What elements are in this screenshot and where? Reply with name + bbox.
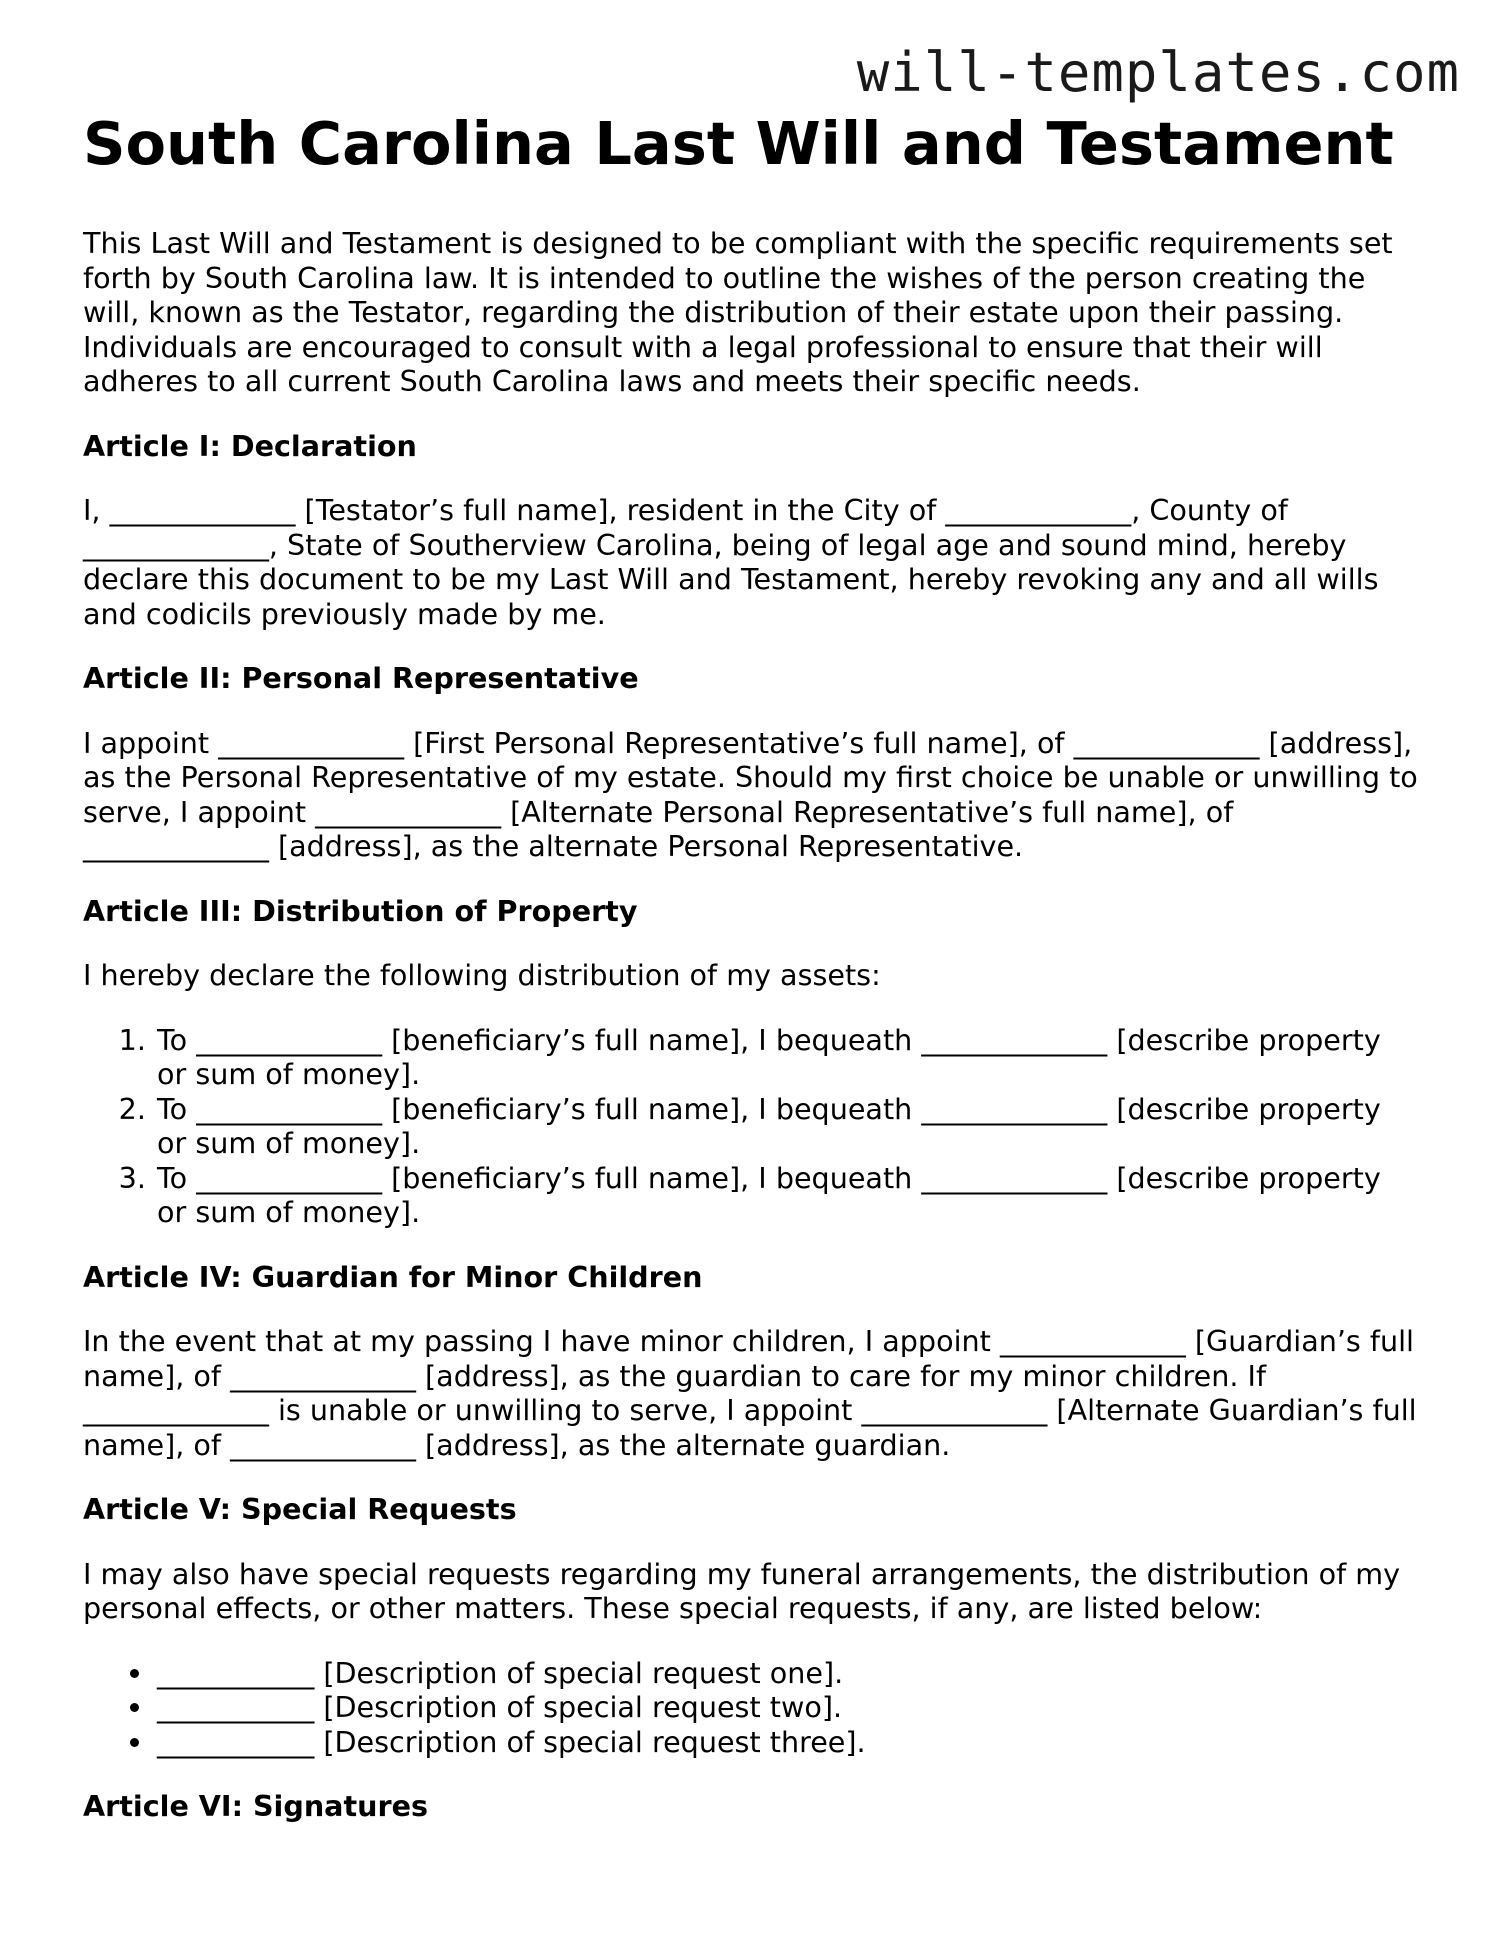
article-1-heading: Article I: Declaration <box>83 428 417 463</box>
article-4-heading: Article IV: Guardian for Minor Children <box>83 1259 703 1294</box>
special-request-item: • ___________ [Description of special request two]. <box>155 1690 1418 1725</box>
article-3-body: I hereby declare the following distribution of my assets: <box>83 958 881 992</box>
article-6-heading: Article VI: Signatures <box>83 1789 429 1823</box>
document-page <box>83 106 1418 1854</box>
article-2-body: I appoint _____________ [First Personal Representative’s full name], of _____________ [address], as the Personal Representative of my estate. Should my first choice be unable or unwilling to serve, I appoint _____________ [Alternate Personal Representative’s full name], of _____________ [address], as the alternate Personal Representative. <box>83 725 1418 863</box>
intro-paragraph: This Last Will and Testament is designed to be compliant with the specific requirements set forth by South Carolina law. It is intended to outline the wishes of the person creating the will, known as the Testator, regarding the distribution of their estate upon their passing. Individuals are encouraged to consult with a legal professional to ensure that their will adheres to all current South Carolina laws and meets their specific needs. <box>83 226 1393 398</box>
article-5-heading: Article V: Special Requests <box>83 1492 517 1526</box>
distribution-item: 3. To _____________ [beneficiary’s full name], I bequeath _____________ [describe property or sum of money]. <box>155 1161 1418 1230</box>
article-1-body: I, _____________ [Testator’s full name], resident in the City of _____________, County of _____________, State of Southerview Carolina, being of legal age and sound mind, hereby declare this document to be my Last Will and Testament, hereby revoking any and all wills and codicils previously made by me. <box>83 493 1379 631</box>
special-requests-list <box>83 1656 1418 1760</box>
article-5-body: I may also have special requests regarding my funeral arrangements, the distribution of my personal effects, or other matters. These special requests, if any, are listed below: <box>83 1556 1401 1625</box>
special-request-item: • ___________ [Description of special request three]. <box>155 1725 1418 1760</box>
article-4-body: In the event that at my passing I have minor children, I appoint _____________ [Guardian’s full name], of _____________ [address], as the guardian to care for my minor children. If _____________ is unable or unwilling to serve, I appoint _____________ [Alternate Guardian’s full name], of _____________ [address], as the alternate guardian. <box>83 1324 1417 1462</box>
article-3-heading: Article III: Distribution of Property <box>83 893 638 928</box>
document-title: South Carolina Last Will and Testament <box>83 109 1394 178</box>
distribution-item: 1. To _____________ [beneficiary’s full name], I bequeath _____________ [describe property or sum of money]. <box>155 1023 1418 1092</box>
distribution-item: 2. To _____________ [beneficiary’s full name], I bequeath _____________ [describe property or sum of money]. <box>155 1092 1418 1161</box>
distribution-list <box>83 1023 1418 1230</box>
article-2-heading: Article II: Personal Representative <box>83 661 639 695</box>
special-request-item: • ___________ [Description of special request one]. <box>155 1656 1418 1691</box>
site-watermark: will-templates.com <box>856 41 1460 104</box>
